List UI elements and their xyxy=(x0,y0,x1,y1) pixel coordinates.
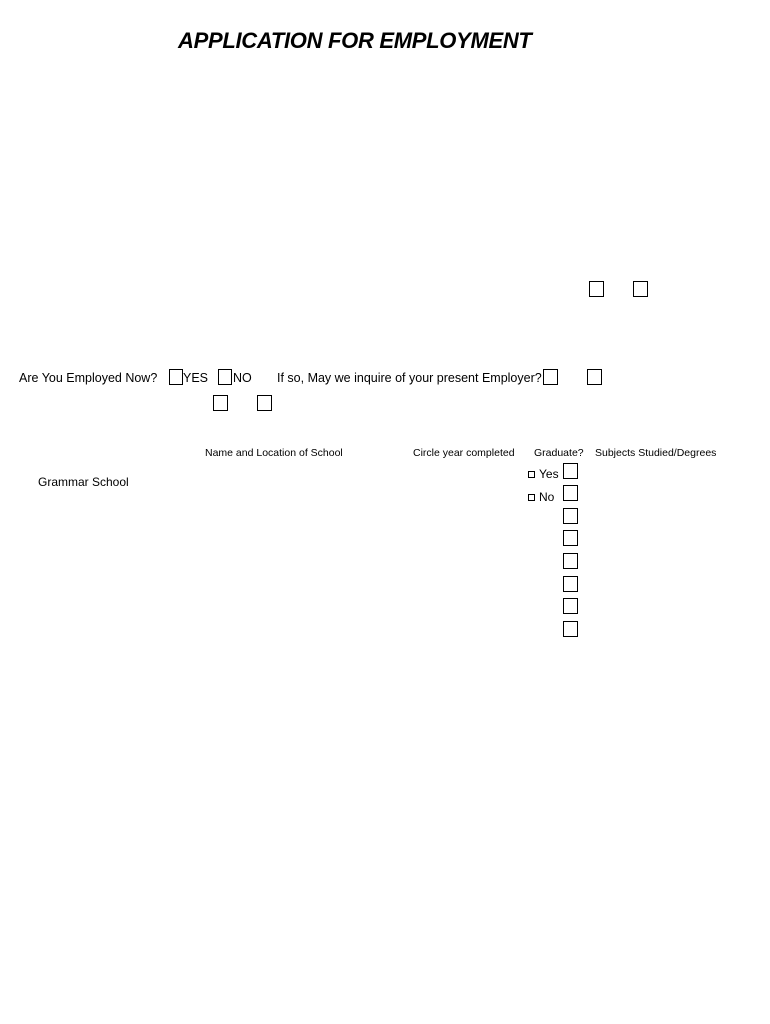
checkbox[interactable] xyxy=(563,463,578,479)
employed-yes-checkbox[interactable] xyxy=(169,369,183,385)
checkbox-small-icon xyxy=(528,494,535,501)
grammar-school-label: Grammar School xyxy=(38,475,129,489)
checkbox[interactable] xyxy=(213,395,228,411)
inquire-no-checkbox[interactable] xyxy=(587,369,602,385)
school-name-header: Name and Location of School xyxy=(205,447,343,459)
graduate-no-label: No xyxy=(539,490,555,504)
employed-no-label: NO xyxy=(233,371,252,385)
checkbox[interactable] xyxy=(563,621,578,637)
employed-no-checkbox[interactable] xyxy=(218,369,232,385)
form-title: APPLICATION FOR EMPLOYMENT xyxy=(178,28,532,53)
graduate-yes-option[interactable] xyxy=(528,467,559,481)
checkbox[interactable] xyxy=(563,508,578,524)
checkbox-small-icon xyxy=(528,471,535,478)
inquire-yes-checkbox[interactable] xyxy=(543,369,558,385)
graduate-no-option[interactable] xyxy=(528,490,554,504)
checkbox[interactable] xyxy=(563,485,578,501)
graduate-header: Graduate? xyxy=(534,447,584,459)
checkbox[interactable] xyxy=(563,598,578,614)
checkbox[interactable] xyxy=(589,281,604,297)
checkbox[interactable] xyxy=(257,395,272,411)
inquire-employer-label: If so, May we inquire of your present Employer? xyxy=(277,371,542,385)
graduate-yes-label: Yes xyxy=(539,467,559,481)
checkbox[interactable] xyxy=(563,530,578,546)
checkbox[interactable] xyxy=(633,281,648,297)
employed-now-label: Are You Employed Now? xyxy=(19,371,158,385)
checkbox[interactable] xyxy=(563,553,578,569)
year-completed-header: Circle year completed xyxy=(413,447,515,459)
employed-yes-label: YES xyxy=(183,371,209,385)
subjects-header: Subjects Studied/Degrees xyxy=(595,447,717,459)
checkbox[interactable] xyxy=(563,576,578,592)
